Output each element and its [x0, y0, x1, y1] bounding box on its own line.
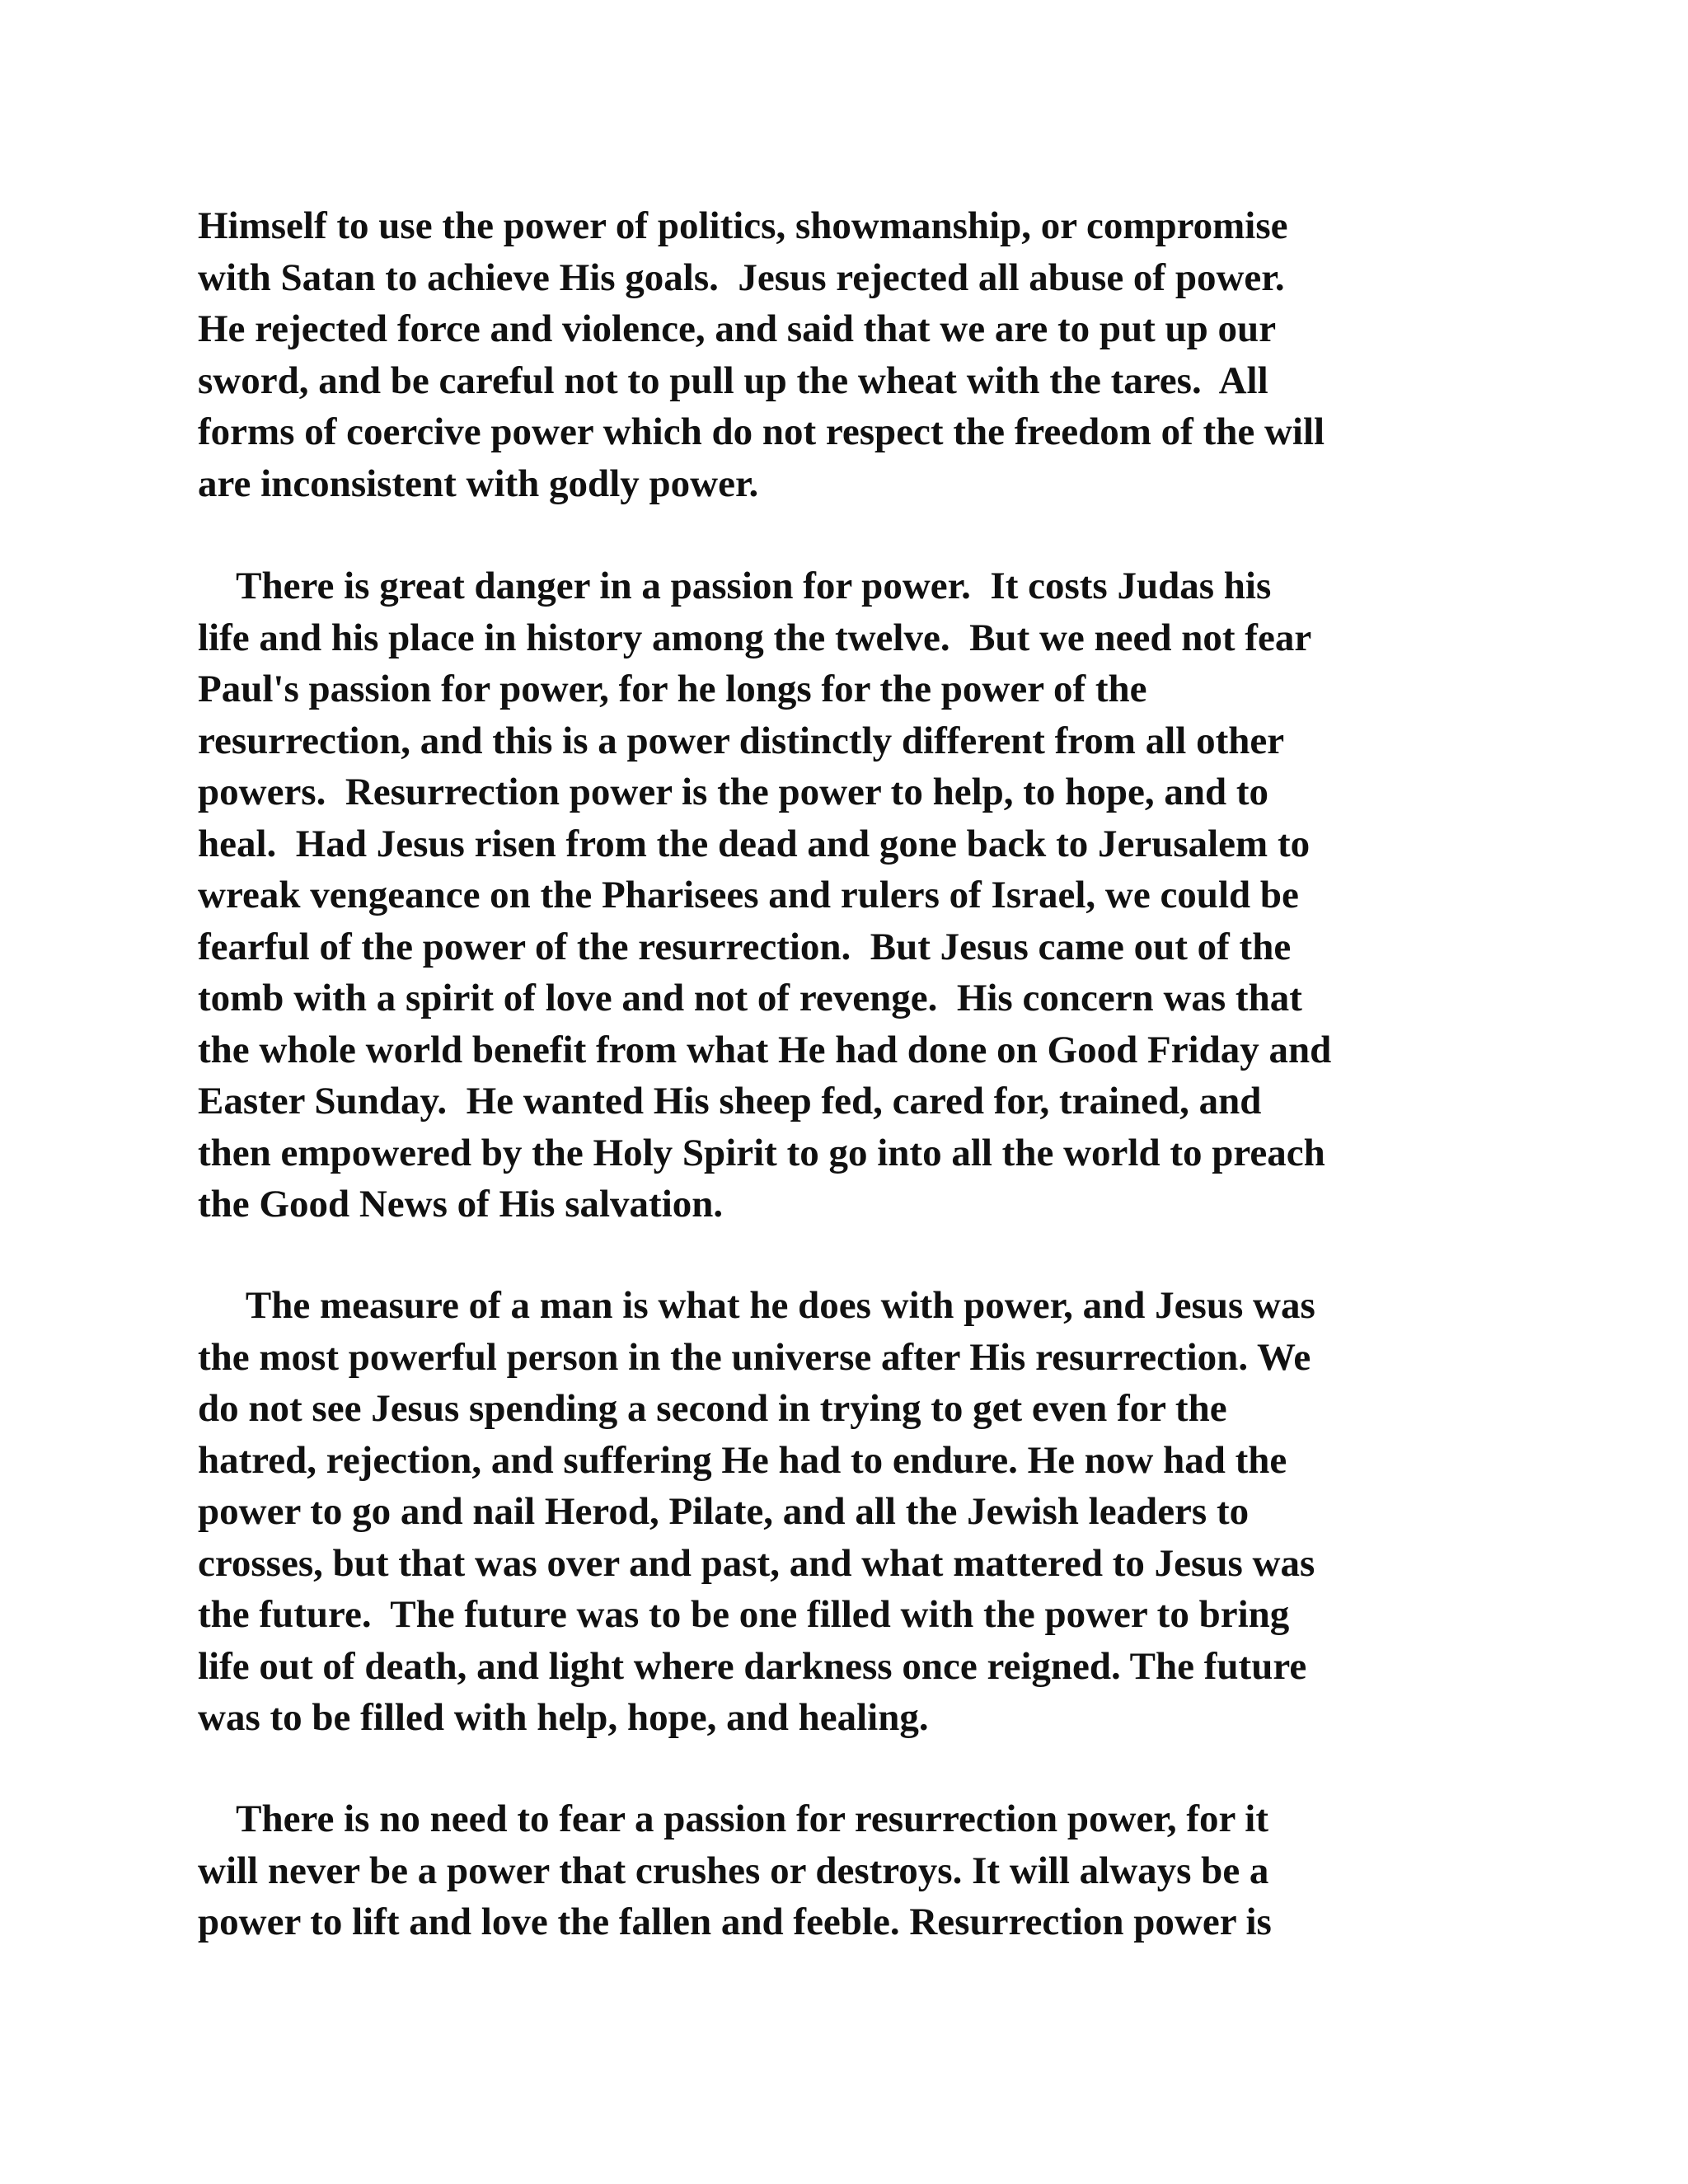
text-line: will never be a power that crushes or destroys. It will always be a	[198, 1849, 1269, 1892]
text-line: Easter Sunday. He wanted His sheep fed, cared for, trained, and	[198, 1080, 1262, 1122]
text-line: powers. Resurrection power is the power to help, to hope, and to	[198, 771, 1268, 813]
text-line: are inconsistent with godly power.	[198, 462, 759, 505]
text-line: do not see Jesus spending a second in trying to get even for the	[198, 1387, 1227, 1430]
text-line: power to lift and love the fallen and feeble. Resurrection power is	[198, 1900, 1272, 1943]
paragraph-1	[198, 200, 1500, 509]
text-line: forms of coercive power which do not respect the freedom of the will	[198, 410, 1325, 453]
text-line: hatred, rejection, and suffering He had to endure. He now had the	[198, 1438, 1287, 1482]
text-line: with Satan to achieve His goals. Jesus rejected all abuse of power.	[198, 255, 1285, 299]
text-line: He rejected force and violence, and said that we are to put up our	[198, 307, 1277, 350]
paragraph-2	[198, 560, 1500, 1230]
text-line: life out of death, and light where darkness once reigned. The future	[198, 1644, 1307, 1688]
paragraph-3	[198, 1280, 1500, 1744]
text-line: then empowered by the Holy Spirit to go into all the world to preach	[198, 1131, 1325, 1174]
text-line: crosses, but that was over and past, and what mattered to Jesus was	[198, 1541, 1315, 1585]
text-line: the whole world benefit from what He had done on Good Friday and	[198, 1028, 1332, 1071]
text-line: life and his place in history among the twelve. But we need not fear	[198, 616, 1312, 659]
text-line: There is great danger in a passion for power. It costs Judas his	[198, 565, 1272, 607]
text-line: There is no need to fear a passion for resurrection power, for it	[198, 1797, 1268, 1840]
text-line: heal. Had Jesus risen from the dead and gone back to Jerusalem to	[198, 822, 1311, 865]
paragraph-4	[198, 1793, 1500, 1948]
text-line: Paul's passion for power, for he longs for the power of the	[198, 668, 1147, 710]
text-line: resurrection, and this is a power distinctly different from all other	[198, 719, 1285, 762]
text-line: tomb with a spirit of love and not of revenge. His concern was that	[198, 977, 1302, 1019]
text-line: wreak vengeance on the Pharisees and rulers of Israel, we could be	[198, 874, 1299, 916]
text-line: Himself to use the power of politics, showmanship, or compromise	[198, 204, 1288, 247]
text-line: the most powerful person in the universe after His resurrection. We	[198, 1335, 1311, 1379]
text-line: power to go and nail Herod, Pilate, and all the Jewish leaders to	[198, 1490, 1250, 1533]
text-line: sword, and be careful not to pull up the wheat with the tares. All	[198, 359, 1268, 402]
text-line: The measure of a man is what he does with power, and Jesus was	[198, 1284, 1315, 1327]
text-line: fearful of the power of the resurrection. But Jesus came out of the	[198, 925, 1292, 968]
text-line: was to be filled with help, hope, and healing.	[198, 1696, 929, 1739]
text-line: the future. The future was to be one filled with the power to bring	[198, 1593, 1290, 1636]
text-line: the Good News of His salvation.	[198, 1183, 724, 1226]
